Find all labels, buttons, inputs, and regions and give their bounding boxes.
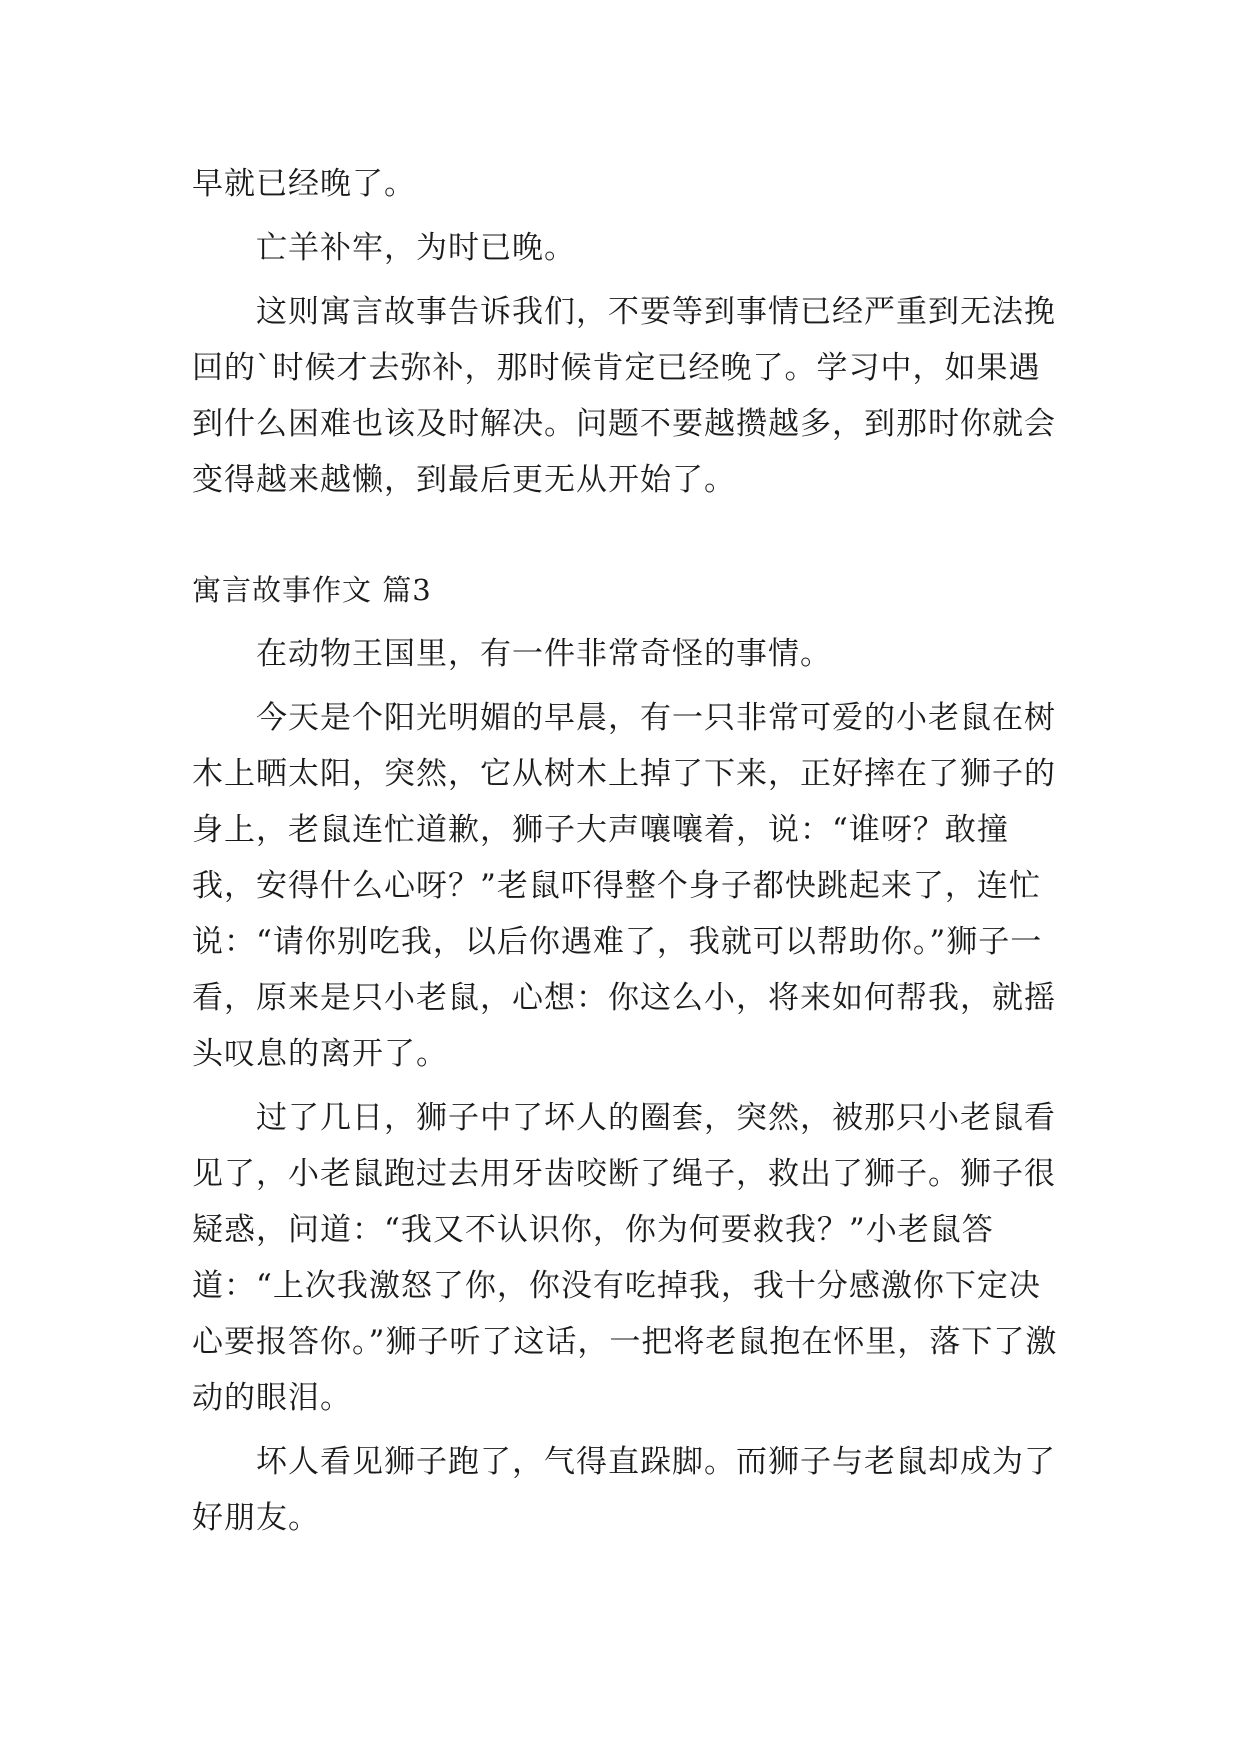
paragraph: 这则寓言故事告诉我们，不要等到事情已经严重到无法挽回的`时候才去弥补，那时候肯定已经晚了。学习中，如果遇到什么困难也该及时解决。问题不要越攒越多，到那时你就会变得越来越懒，到最后更无从开始了。 [192, 294, 1056, 498]
section-a [192, 156, 1072, 508]
paragraph: 亡羊补牢，为时已晚。 [256, 230, 576, 266]
paragraph: 在动物王国里，有一件非常奇怪的事情。 [256, 636, 832, 672]
section-heading: 寓言故事作文 篇3 [192, 573, 432, 607]
paragraph: 过了几日，狮子中了坏人的圈套，突然，被那只小老鼠看见了，小老鼠跑过去用牙齿咬断了绳子，救出了狮子。狮子很疑惑，问道：“我又不认识你，你为何要救我？”小老鼠答道：“上次我激怒了你，你没有吃掉我，我十分感激你下定决心要报答你。”狮子听了这话，一把将老鼠抱在怀里，落下了激动的眼泪。 [192, 1100, 1058, 1416]
paragraph: 早就已经晚了。 [192, 166, 416, 202]
section-b [192, 562, 1072, 1546]
paragraph: 今天是个阳光明媚的早晨，有一只非常可爱的小老鼠在树木上晒太阳，突然，它从树木上掉了下来，正好摔在了狮子的身上，老鼠连忙道歉，狮子大声嚷嚷着，说：“谁呀？敢撞我，安得什么心呀？”老鼠吓得整个身子都快跳起来了，连忙说：“请你别吃我，以后你遇难了，我就可以帮助你。”狮子一看，原来是只小老鼠，心想：你这么小，将来如何帮我，就摇头叹息的离开了。 [192, 700, 1056, 1072]
paragraph: 坏人看见狮子跑了，气得直跺脚。而狮子与老鼠却成为了好朋友。 [192, 1444, 1056, 1536]
